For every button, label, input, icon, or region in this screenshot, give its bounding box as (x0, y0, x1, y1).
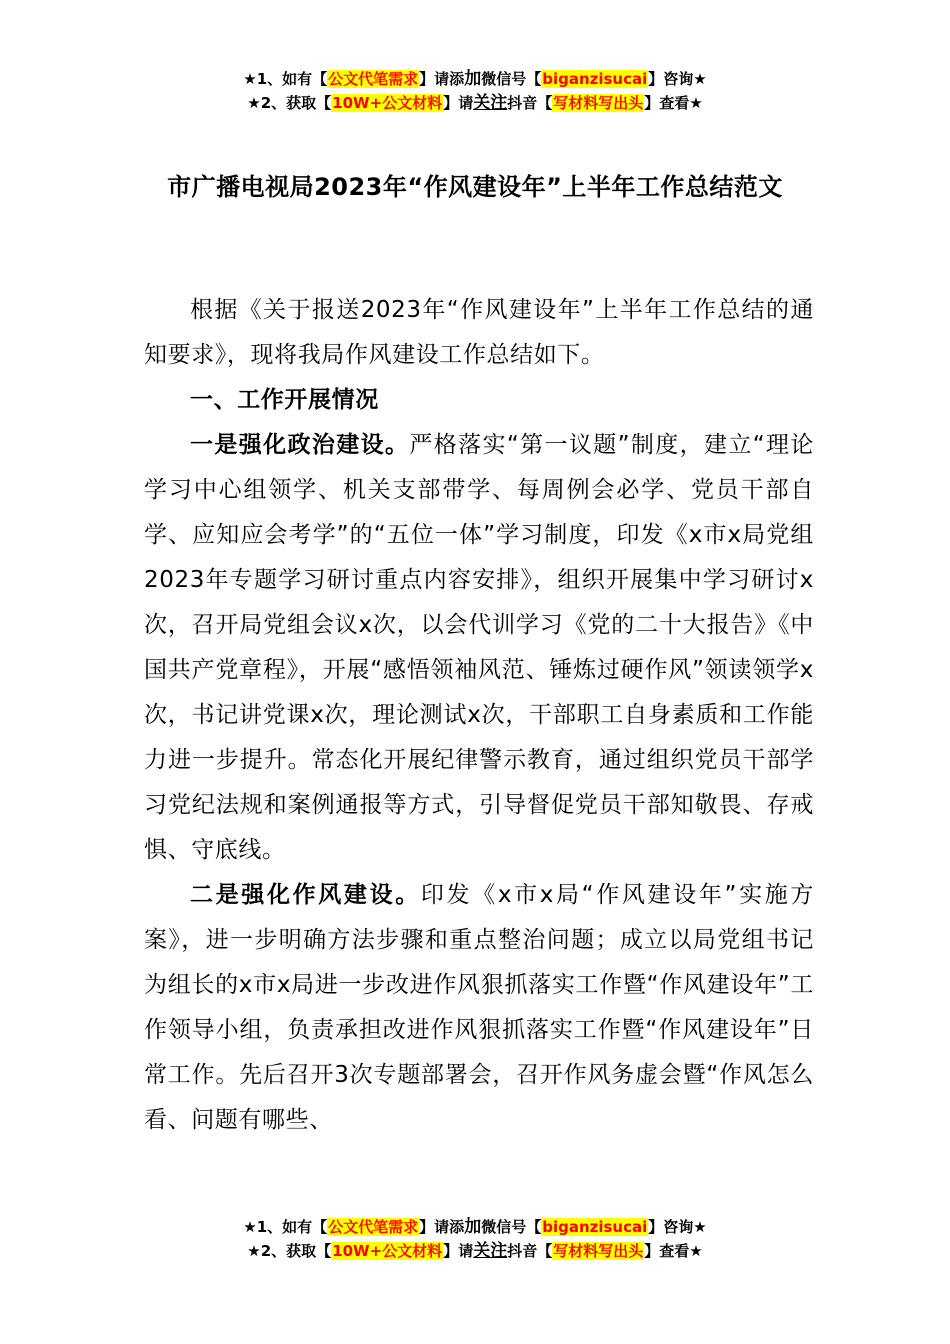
paragraph-text: 严格落实“第一议题”制度，建立“理论学习中心组领学、机关支部带学、每周例会必学、党员干部自学、应知应会考学”的“五位一体”学习制度，印发《x市x局党组2023年专题学习研讨重点内容安排》，组织开展集中学习研讨x次，召开局党组会议x次，以会代训学习《党的二十大报告》《中国共产党章程》，开展“感悟领袖风范、锤炼过硬作风”领读领学x次，书记讲党课x次，理论测试x次，干部职工自身素质和工作能力进一步提升。常态化开展纪律警示教育，通过组织党员干部学习党纪法规和案例通报等方式，引导督促党员干部知敬畏、存戒惧、守底线。 (144, 432, 814, 863)
promo-line-1 (0, 1215, 950, 1239)
promo-highlight-douyin: 写材料写出头 (553, 94, 644, 112)
promo-text: 关注 (473, 1241, 508, 1261)
document-body (144, 288, 814, 1143)
paragraph-1 (144, 423, 814, 873)
promo-text: ★1、如有【 (243, 1218, 328, 1236)
promo-highlight-materials: 10W+公文材料 (332, 1242, 443, 1260)
promo-highlight-service: 公文代笔需求 (328, 1218, 419, 1236)
promo-line-1 (0, 67, 950, 91)
document-title: 市广播电视局2023年“作风建设年”上半年工作总结范文 (167, 173, 783, 201)
promo-line-2 (0, 91, 950, 115)
promo-highlight-materials: 10W+公文材料 (332, 94, 443, 112)
promo-text: 加 (464, 1217, 482, 1237)
paragraph-2 (144, 873, 814, 1143)
promo-highlight-wechat: biganzisucai (542, 1218, 648, 1236)
promo-highlight-wechat: biganzisucai (542, 70, 648, 88)
paragraph-text: 印发《x市x局“作风建设年”实施方案》，进一步明确方法步骤和重点整治问题；成立以局党组书记为组长的x市x局进一步改进作风狠抓落实工作暨“作风建设年”工作领导小组，负责承担改进作风狠抓落实工作暨“作风建设年”日常工作。先后召开3次专题部署会，召开作风务虚会暨“作风怎么看、问题有哪些、 (144, 882, 814, 1133)
promo-text: 】请 (443, 1242, 474, 1260)
promo-banner-bottom (0, 1215, 950, 1263)
promo-text: 抖音【 (507, 1242, 553, 1260)
promo-text: ★2、获取【 (247, 1242, 332, 1260)
promo-line-2 (0, 1239, 950, 1263)
promo-text: 抖音【 (507, 94, 553, 112)
promo-text: 加 (464, 69, 482, 89)
promo-text: 】咨询★ (648, 1218, 707, 1236)
promo-text: 】请添 (419, 70, 465, 88)
promo-highlight-douyin: 写材料写出头 (553, 1242, 644, 1260)
promo-text: 微信号【 (481, 70, 542, 88)
promo-text: 】请添 (419, 1218, 465, 1236)
promo-text: ★2、获取【 (247, 94, 332, 112)
promo-text: 微信号【 (481, 1218, 542, 1236)
promo-text: 】请 (443, 94, 474, 112)
promo-text: 】查看★ (644, 1242, 703, 1260)
promo-text: 关注 (473, 93, 508, 113)
paragraph-lead: 一是强化政治建设。 (190, 432, 410, 458)
promo-text: ★1、如有【 (243, 70, 328, 88)
section-heading: 一、工作开展情况 (190, 387, 379, 413)
paragraph-lead: 二是强化作风建设。 (190, 882, 421, 908)
promo-banner-top (0, 67, 950, 115)
promo-highlight-service: 公文代笔需求 (328, 70, 419, 88)
promo-text: 】咨询★ (648, 70, 707, 88)
intro-paragraph: 根据《关于报送2023年“作风建设年”上半年工作总结的通知要求》，现将我局作风建设工作总结如下。 (144, 297, 814, 368)
promo-text: 】查看★ (644, 94, 703, 112)
